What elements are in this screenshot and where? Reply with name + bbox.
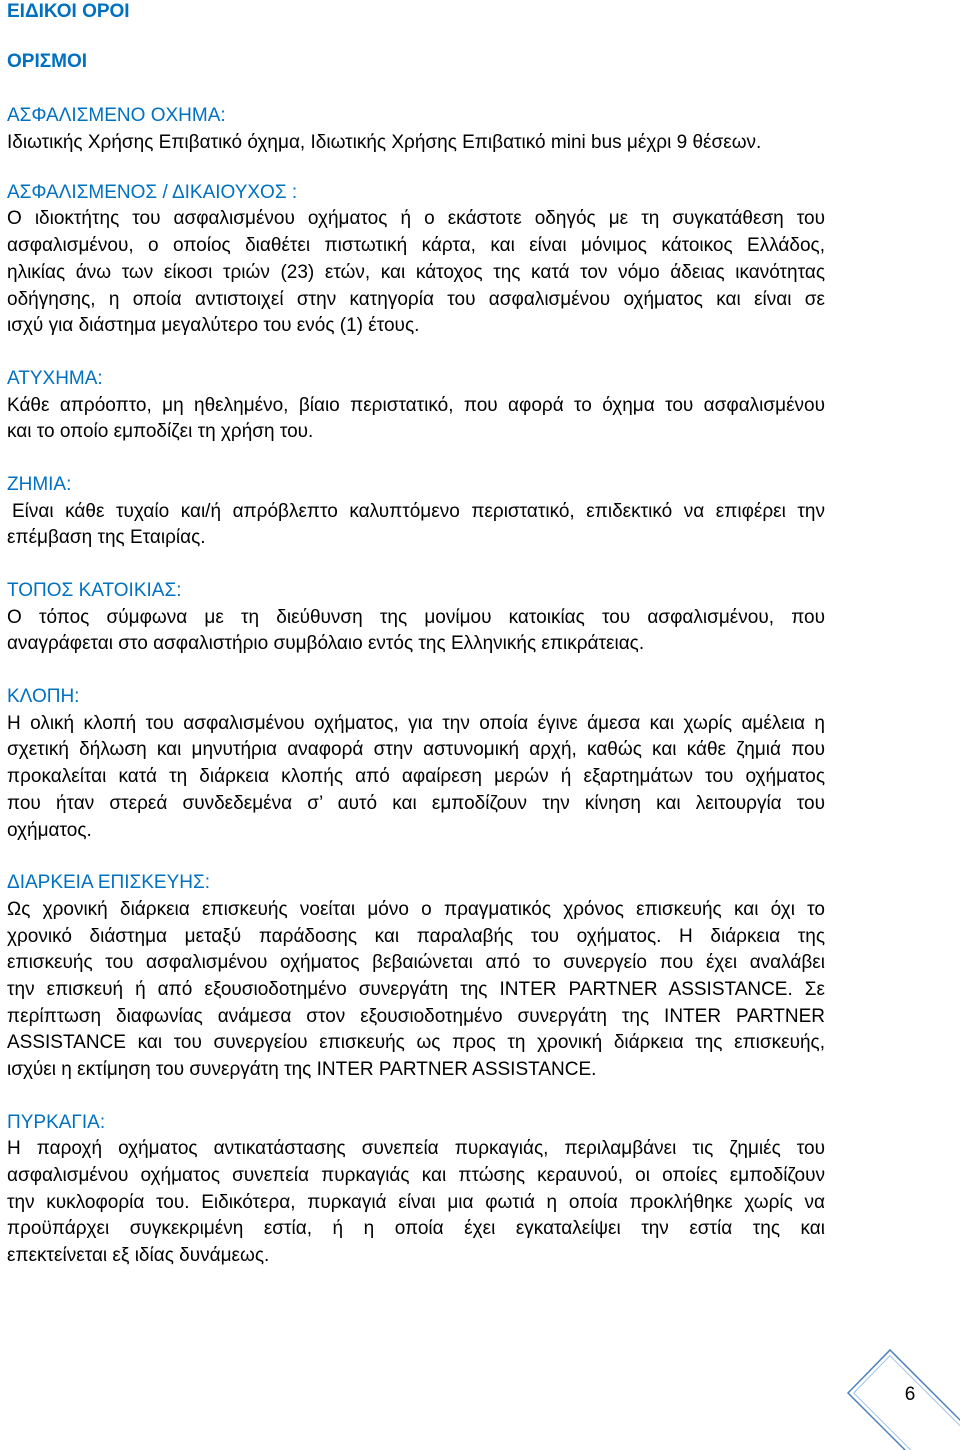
definition-term: ΤΟΠΟΣ ΚΑΤΟΙΚΙΑΣ: — [7, 580, 182, 601]
definitions-list — [7, 103, 825, 1269]
definition-fire — [7, 1110, 825, 1270]
definition-text-line: προϋπάρχει συγκεκριμένη εστία, ή η οποία έχει εγκαταλείψει την εστία της και — [7, 1218, 825, 1240]
definition-repair-duration — [7, 870, 825, 1084]
definition-text-line: Ο ιδιοκτήτης του ασφαλισμένου οχήματος ή ο εκάστοτε οδηγός με τη συγκατάθεση του — [7, 208, 825, 230]
definition-text-line: Η ολική κλοπή του ασφαλισμένου οχήματος, για την οποία έγινε άμεσα και χωρίς αμέλεια η — [7, 712, 825, 734]
definition-insured-vehicle — [7, 103, 825, 156]
document-title: ΕΙΔΙΚΟΙ ΟΡΟΙ — [7, 1, 130, 22]
definition-term: ΔΙΑΡΚΕΙΑ ΕΠΙΣΚΕΥΗΣ: — [7, 872, 211, 894]
definition-term: ΠΥΡΚΑΓΙΑ: — [7, 1111, 106, 1133]
definition-text-line: Ο τόπος σύμφωνα με τη διεύθυνση της μονίμου κατοικίας του ασφαλισμένου, που — [7, 606, 825, 628]
definition-text-line: Ως χρονική διάρκεια επισκευής νοείται μόνο ο πραγματικός χρόνος επισκευής και όχι το — [7, 898, 825, 920]
definition-text-line: επεκτείνεται εξ ιδίας δυνάμεως. — [7, 1245, 270, 1267]
definition-text-line: την επισκευή ή από εξουσιοδοτημένο συνεργάτη της INTER PARTNER ASSISTANCE. Σε — [7, 978, 825, 1000]
definition-text-line: Κάθε απρόοπτο, μη ηθελημένο, βίαιο περιστατικό, που αφορά το όχημα του ασφαλισμένου — [7, 394, 825, 416]
definition-text-line: ασφαλισμένου, ο οποίος διαθέτει πιστωτική κάρτα, και είναι μόνιμος κάτοικος Ελλάδος, — [7, 235, 825, 257]
definition-text-line: χρονικό διάστημα μεταξύ παράδοσης και παραλαβής του οχήματος. Η διάρκεια της — [7, 925, 825, 947]
definition-text-line: Ιδιωτικής Χρήσης Επιβατικό όχημα, Ιδιωτικής Χρήσης Επιβατικό mini bus μέχρι 9 θέσεων. — [7, 132, 762, 154]
definition-text-line: ηλικίας άνω των είκοσι τριών (23) ετών, και κάτοχος της κατά τον νόμο άδειας ικανότητας — [7, 261, 825, 283]
definition-text-line: ισχύ για διάστημα μεγαλύτερο του ενός (1) έτους. — [7, 315, 420, 337]
definition-text-line: την κυκλοφορία του. Ειδικότερα, πυρκαγιά είναι μια φωτιά η οποία προκλήθηκε χωρίς να — [7, 1191, 825, 1213]
page-number-badge — [840, 1340, 960, 1450]
definition-text-line: Είναι κάθε τυχαίο και/ή απρόβλεπτο καλυπτόμενο περιστατικό, επιδεκτικό να επιφέρει την — [12, 500, 825, 522]
definition-text-line: ASSISTANCE και του συνεργείου επισκευής ως προς τη χρονική διάρκεια της επισκευής, — [7, 1032, 825, 1054]
definition-theft — [7, 684, 825, 844]
definition-insured-beneficiary — [7, 180, 825, 340]
definition-text-line: επισκευής του ασφαλισμένου οχήματος βεβαιώνεται από το συνεργείο που έχει αναλάβει — [7, 952, 825, 974]
definition-text-line: οχήματος. — [7, 819, 92, 841]
definition-text-line: που ήταν στερεά συνδεδεμένα σ’ αυτό και εμποδίζουν την κίνηση και λειτουργία του — [7, 792, 825, 814]
definition-text-line: περίπτωση διαφωνίας ανάμεσα στον εξουσιοδοτημένο συνεργάτη της INTER PARTNER — [7, 1005, 825, 1027]
definition-term: ΑΣΦΑΛΙΣΜΕΝΟ ΟΧΗΜΑ: — [7, 105, 226, 127]
definition-text-line: Η παροχή οχήματος αντικατάστασης συνεπεία πυρκαγιάς, περιλαμβάνει τις ζημιές του — [7, 1138, 825, 1160]
definition-text-line: και το οποίο εμποδίζει τη χρήση του. — [7, 421, 314, 443]
definition-text-line: επέμβαση της Εταιρίας. — [7, 527, 206, 549]
definition-term: ΑΤΥΧΗΜΑ: — [7, 367, 103, 389]
definition-text-line: αναγράφεται στο ασφαλιστήριο συμβόλαιο εντός της Ελληνικής επικράτειας. — [7, 633, 645, 655]
definition-term: ΚΛΟΠΗ: — [7, 686, 80, 708]
definition-text-line: ασφαλισμένου οχήματος συνεπεία πυρκαγιάς και πτώσης κεραυνού, οι οποίες εμποδίζουν — [7, 1165, 825, 1187]
definition-damage — [7, 472, 825, 552]
definition-text-line: σχετική δήλωση και μηνυτήρια αναφορά στην αστυνομική αρχή, καθώς και κάθε ζημιά που — [7, 739, 825, 761]
definition-term: ΑΣΦΑΛΙΣΜΕΝΟΣ / ΔΙΚΑΙΟΥΧΟΣ : — [7, 181, 298, 203]
definition-text-line: ισχύει η εκτίμηση του συνεργάτη της INTER PARTNER ASSISTANCE. — [7, 1059, 597, 1080]
section-title: ΟΡΙΣΜΟΙ — [7, 50, 88, 72]
definition-term: ΖΗΜΙΑ: — [7, 473, 72, 495]
document-body — [7, 0, 825, 1270]
definition-accident — [7, 366, 825, 446]
definition-place-of-residence — [7, 578, 825, 658]
definition-text-line: προκαλείται κατά τη διάρκεια κλοπής από αφαίρεση μερών ή εξαρτημάτων του οχήματος — [7, 766, 825, 788]
definition-text-line: οδήγησης, η οποία αντιστοιχεί στην κατηγορία του ασφαλισμένου οχήματος και είναι σε — [7, 288, 825, 310]
page-number: 6 — [904, 1384, 916, 1405]
